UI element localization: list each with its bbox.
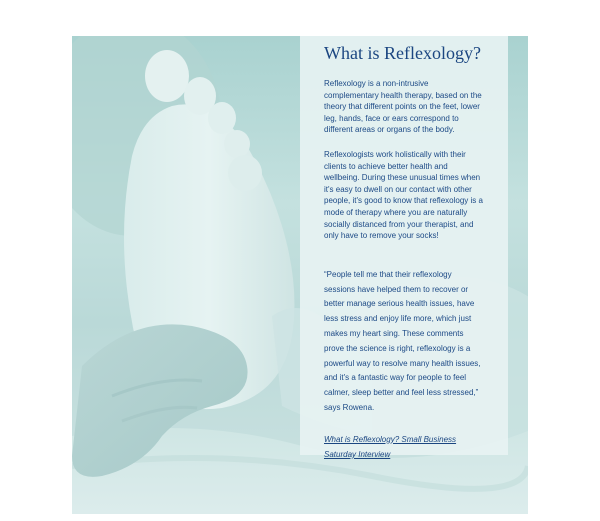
- page-title: What is Reflexology?: [324, 43, 481, 63]
- testimonial-quote: “People tell me that their reflexology sessions have helped them to recover or better manage serious health issues, have less stress and enjoy life more, which just makes my heart sing. These comments prove the science is right, reflexology is a powerful way to resolve many health issues, and it's a fantastic way for people to feel calmer, sleep better and feel less stressed,” says Rowena.: [324, 269, 481, 412]
- interview-link[interactable]: What is Reflexology? Small Business Saturday Interview: [324, 434, 457, 459]
- info-card: [300, 36, 508, 459]
- intro-paragraph: Reflexology is a non-intrusive complementary health therapy, based on the theory that different points on the feet, lower leg, hands, face or ears correspond to different areas or organs of the body.: [324, 79, 482, 135]
- body-paragraph: Reflexologists work holistically with their clients to achieve better health and wellbeing. During these unusual times when it's easy to dwell on our contact with other people, it's good to know that reflexology is a mode of therapy where you are naturally socially distanced from your therapist, and only have to remove your socks!: [324, 149, 483, 241]
